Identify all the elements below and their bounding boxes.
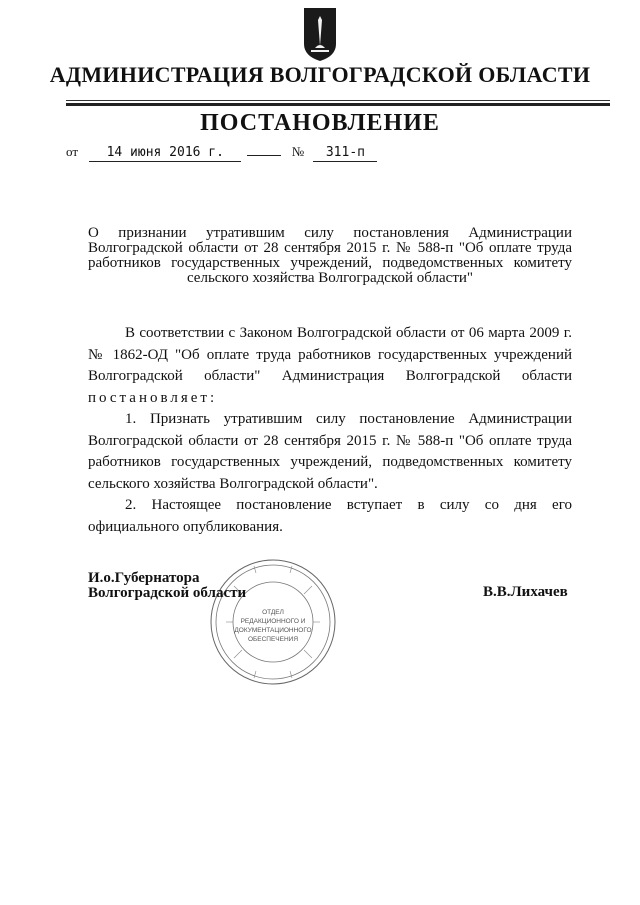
stamp-line: ОБЕСПЕЧЕНИЯ xyxy=(247,636,299,643)
stamp-line: РЕДАКЦИОННОГО И xyxy=(240,618,306,625)
subject-line: сельского хозяйства Волгоградской области" xyxy=(186,270,474,286)
registration-line xyxy=(66,144,377,162)
resolves-word: постановляет: xyxy=(88,389,218,406)
date-label: от xyxy=(66,144,79,159)
preamble-text: В соответствии с Законом Волгоградской области от 06 марта 2009 г. № 1862-ОД "Об оплате труда работников государственных учреждений Волгоградской области" Администрация Волгоградской области xyxy=(88,325,572,384)
date-underline-gap xyxy=(247,154,281,156)
document-type-title: ПОСТАНОВЛЕНИЕ xyxy=(200,110,440,136)
subject-line: О признании утратившим силу постановления Администрации xyxy=(88,225,572,241)
stamp-line: ДОКУМЕНТАЦИОННОГО xyxy=(234,627,312,634)
number-value: 311-п xyxy=(313,145,377,162)
signatory-name: В.В.Лихачев xyxy=(483,584,568,600)
position-line: И.о.Губернатора xyxy=(88,570,200,586)
preamble-paragraph xyxy=(88,323,572,409)
resolution-item-2: 2. Настоящее постановление вступает в силу со дня его официального опубликования. xyxy=(88,497,572,535)
header-divider-thick xyxy=(66,103,610,106)
stamp-center-text xyxy=(232,608,314,644)
document-subject xyxy=(88,226,572,286)
date-value: 14 июня 2016 г. xyxy=(89,145,241,162)
subject-line: работников государственных учреждений, подведомственных комитету xyxy=(88,255,572,271)
stamp-line: ОТДЕЛ xyxy=(262,609,284,616)
document-body xyxy=(88,323,572,538)
position-line: Волгоградской области xyxy=(88,585,247,601)
coat-of-arms-icon xyxy=(301,6,339,62)
number-label: № xyxy=(291,144,305,159)
signatory-position xyxy=(88,571,246,601)
subject-line: Волгоградской области от 28 сентября 2015 г. № 588-п "Об оплате труда xyxy=(88,240,572,256)
organization-title: АДМИНИСТРАЦИЯ ВОЛГОГРАДСКОЙ ОБЛАСТИ xyxy=(49,62,591,87)
header-divider-thin xyxy=(66,100,610,101)
resolution-item-1: 1. Признать утратившим силу постановление Администрации Волгоградской области от 28 сентября 2015 г. № 588-п "Об оплате труда работников государственных учреждений, подведомственных комитету сельского хозяйства Волгоградской области". xyxy=(88,411,572,492)
